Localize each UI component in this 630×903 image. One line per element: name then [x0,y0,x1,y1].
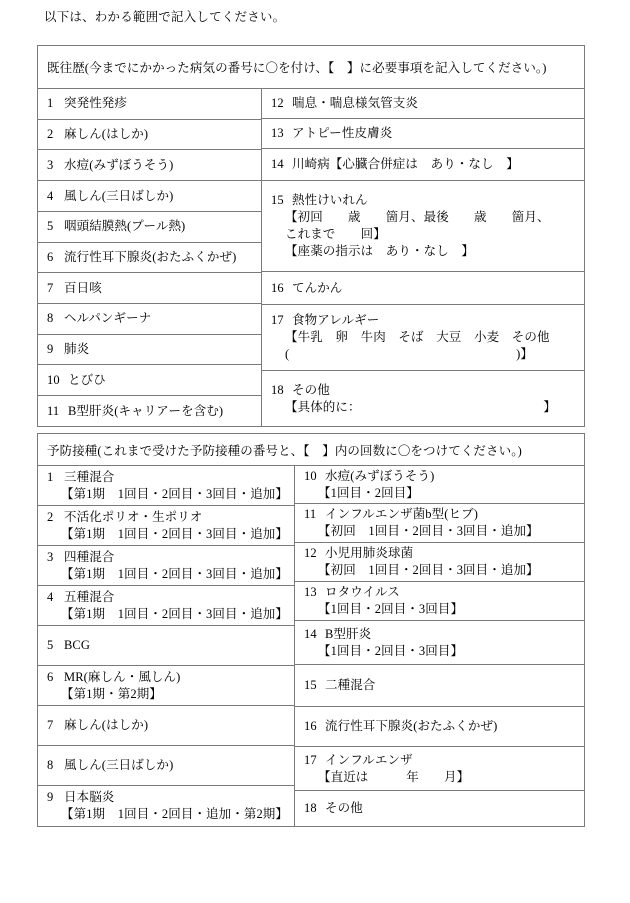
item-number: 3 [47,549,54,564]
item-detail-line: 【第1期 1回目・2回目・追加・第2期】 [61,807,289,821]
vaccine-item-8[interactable] [38,746,294,786]
item-number: 10 [304,468,317,483]
item-label: その他 [325,801,363,815]
item-label: ロタウイルス [325,585,400,599]
history-item-18[interactable] [262,371,584,427]
item-label: 食物アレルギー [292,313,380,327]
item-number: 18 [271,383,284,397]
item-detail-line: 【初回 歳 箇月、最後 歳 箇月、 [285,210,550,224]
item-label: 突発性発疹 [64,96,128,111]
item-label: 流行性耳下腺炎(おたふくかぜ) [325,719,498,733]
vaccine-item-18[interactable] [295,791,584,826]
history-item-10[interactable] [38,365,261,396]
item-number: 1 [47,469,54,484]
item-detail-line: 【1回目・2回目・3回目】 [318,643,464,658]
medical-history-columns [38,89,584,427]
item-label: 風しん(三日ばしか) [64,758,174,772]
item-number: 8 [47,311,54,326]
history-item-15[interactable] [262,181,584,272]
vaccination-right-column [295,466,584,826]
item-label: 百日咳 [64,280,102,295]
item-detail-line: 【1回目・2回目・3回目】 [318,602,464,616]
item-detail-line: 【座薬の指示は あり・なし 】 [285,244,475,258]
history-item-11[interactable] [38,396,261,427]
vaccine-item-14[interactable] [295,621,584,665]
item-number: 14 [271,157,284,171]
history-item-13[interactable] [262,119,584,149]
item-detail-line: 【第1期・第2期】 [61,686,162,701]
item-number: 9 [47,342,54,357]
item-detail-line: 【初回 1回目・2回目・3回目・追加】 [318,524,539,538]
item-number: 14 [304,626,317,641]
item-number: 10 [47,372,60,387]
history-item-7[interactable] [38,273,261,304]
item-number: 3 [47,157,54,172]
history-item-14[interactable] [262,149,584,181]
item-label: アトピー性皮膚炎 [292,126,393,140]
vaccine-item-4[interactable] [38,586,294,626]
item-label: 五種混合 [64,589,115,604]
vaccine-item-10[interactable] [295,466,584,504]
item-label: ヘルパンギーナ [64,311,152,326]
item-label: その他 [292,383,330,397]
item-number: 15 [271,193,284,207]
vaccination-left-column [38,466,295,826]
item-label: てんかん [292,280,343,295]
history-item-9[interactable] [38,335,261,366]
item-label: 咽頭結膜熱(プール熱) [64,219,186,234]
item-detail-line: 【第1期 1回目・2回目・3回目・追加】 [61,606,289,621]
item-detail-line: 【第1期 1回目・2回目・3回目・追加】 [61,526,289,541]
history-item-1[interactable] [38,89,261,120]
item-label: B型肝炎(キャリアーを含む) [68,404,224,419]
vaccine-item-7[interactable] [38,706,294,746]
item-label: 麻しん(はしか) [64,718,149,732]
item-number: 5 [47,638,54,652]
vaccination-table [37,433,585,827]
item-label: インフルエンザ菌b型(ヒブ) [325,507,478,521]
vaccine-item-11[interactable] [295,504,584,543]
item-detail-line: 【直近は 年 月】 [318,769,470,784]
item-detail-line: 【1回目・2回目】 [318,485,419,500]
item-label: 麻しん(はしか) [64,127,149,142]
history-item-8[interactable] [38,304,261,335]
item-number: 2 [47,127,54,142]
item-number: 13 [271,126,284,140]
history-item-5[interactable] [38,212,261,243]
vaccine-item-15[interactable] [295,665,584,707]
item-label: とびひ [68,372,106,387]
history-item-16[interactable] [262,272,584,305]
item-number: 17 [271,313,284,327]
intro-instruction: 以下は、わかる範囲で記入してください。 [44,10,286,24]
history-item-12[interactable] [262,89,584,119]
item-number: 11 [47,404,60,419]
item-number: 18 [304,801,317,815]
vaccine-item-1[interactable] [38,466,294,506]
medical-history-table [37,45,585,427]
vaccination-caption: 予防接種(これまで受けた予防接種の番号と、【 】内の回数に〇をつけてください。) [38,434,584,466]
vaccine-item-13[interactable] [295,582,584,621]
item-number: 16 [304,719,317,733]
item-number: 12 [304,546,317,560]
item-number: 2 [47,509,54,524]
history-item-3[interactable] [38,150,261,181]
item-label: 熱性けいれん [292,193,368,207]
item-number: 4 [47,589,54,604]
item-label: 不活化ポリオ・生ポリオ [64,509,203,524]
item-label: 日本脳炎 [64,790,115,804]
item-label: 風しん(三日ばしか) [64,188,174,203]
item-number: 16 [271,280,284,295]
vaccine-item-2[interactable] [38,506,294,546]
item-number: 5 [47,219,54,234]
item-label: 水痘(みずぼうそう) [325,468,435,483]
item-number: 12 [271,96,284,110]
item-number: 7 [47,718,54,732]
vaccine-item-9[interactable] [38,786,294,826]
vaccine-item-12[interactable] [295,543,584,582]
item-number: 1 [47,96,54,111]
medical-history-caption: 既往歴(今までにかかった病気の番号に〇を付け、【 】に必要事項を記入してください。) [38,46,584,89]
item-label: 川崎病【心臓合併症は あり・なし 】 [292,157,519,171]
history-item-4[interactable] [38,181,261,212]
item-number: 13 [304,585,317,599]
item-number: 11 [304,507,317,521]
item-number: 6 [47,249,54,264]
medical-history-right-column [262,89,584,427]
vaccine-item-3[interactable] [38,546,294,586]
vaccination-columns [38,466,584,826]
item-label: 三種混合 [64,469,115,484]
vaccine-item-5[interactable] [38,626,294,666]
item-detail-line: 【第1期 1回目・2回目・3回目・追加】 [61,566,289,581]
history-item-6[interactable] [38,243,261,274]
item-number: 17 [304,752,317,767]
item-number: 7 [47,280,54,295]
item-label: 肺炎 [64,342,90,357]
item-number: 9 [47,790,54,804]
item-label: MR(麻しん・風しん) [64,669,181,684]
item-number: 6 [47,669,54,684]
item-label: 喘息・喘息様気管支炎 [292,96,419,110]
item-label: BCG [64,638,91,652]
history-item-2[interactable] [38,120,261,151]
item-label: 四種混合 [64,549,115,564]
item-label: 小児用肺炎球菌 [325,546,414,560]
vaccine-item-16[interactable] [295,707,584,747]
item-label: インフルエンザ [325,752,413,767]
item-number: 8 [47,758,54,772]
item-number: 4 [47,188,54,203]
item-detail-line: これまで 回】 [285,227,386,241]
medical-history-left-column [38,89,262,427]
item-label: B型肝炎 [325,626,372,641]
item-detail-line: 【初回 1回目・2回目・3回目・追加】 [318,563,539,577]
item-detail-line: 【第1期 1回目・2回目・3回目・追加】 [61,486,289,501]
vaccine-item-17[interactable] [295,747,584,791]
item-label: 二種混合 [325,678,376,692]
item-label: 流行性耳下腺炎(おたふくかぜ) [64,249,237,264]
item-label: 水痘(みずぼうそう) [64,157,174,172]
vaccine-item-6[interactable] [38,666,294,706]
item-detail-line: 【牛乳 卵 牛肉 そば 大豆 小麦 その他 [285,330,550,344]
item-number: 15 [304,678,317,692]
item-detail-line: 【具体的に： 】 [285,400,556,414]
history-item-17[interactable] [262,305,584,371]
item-detail-line: ( )】 [285,347,533,361]
